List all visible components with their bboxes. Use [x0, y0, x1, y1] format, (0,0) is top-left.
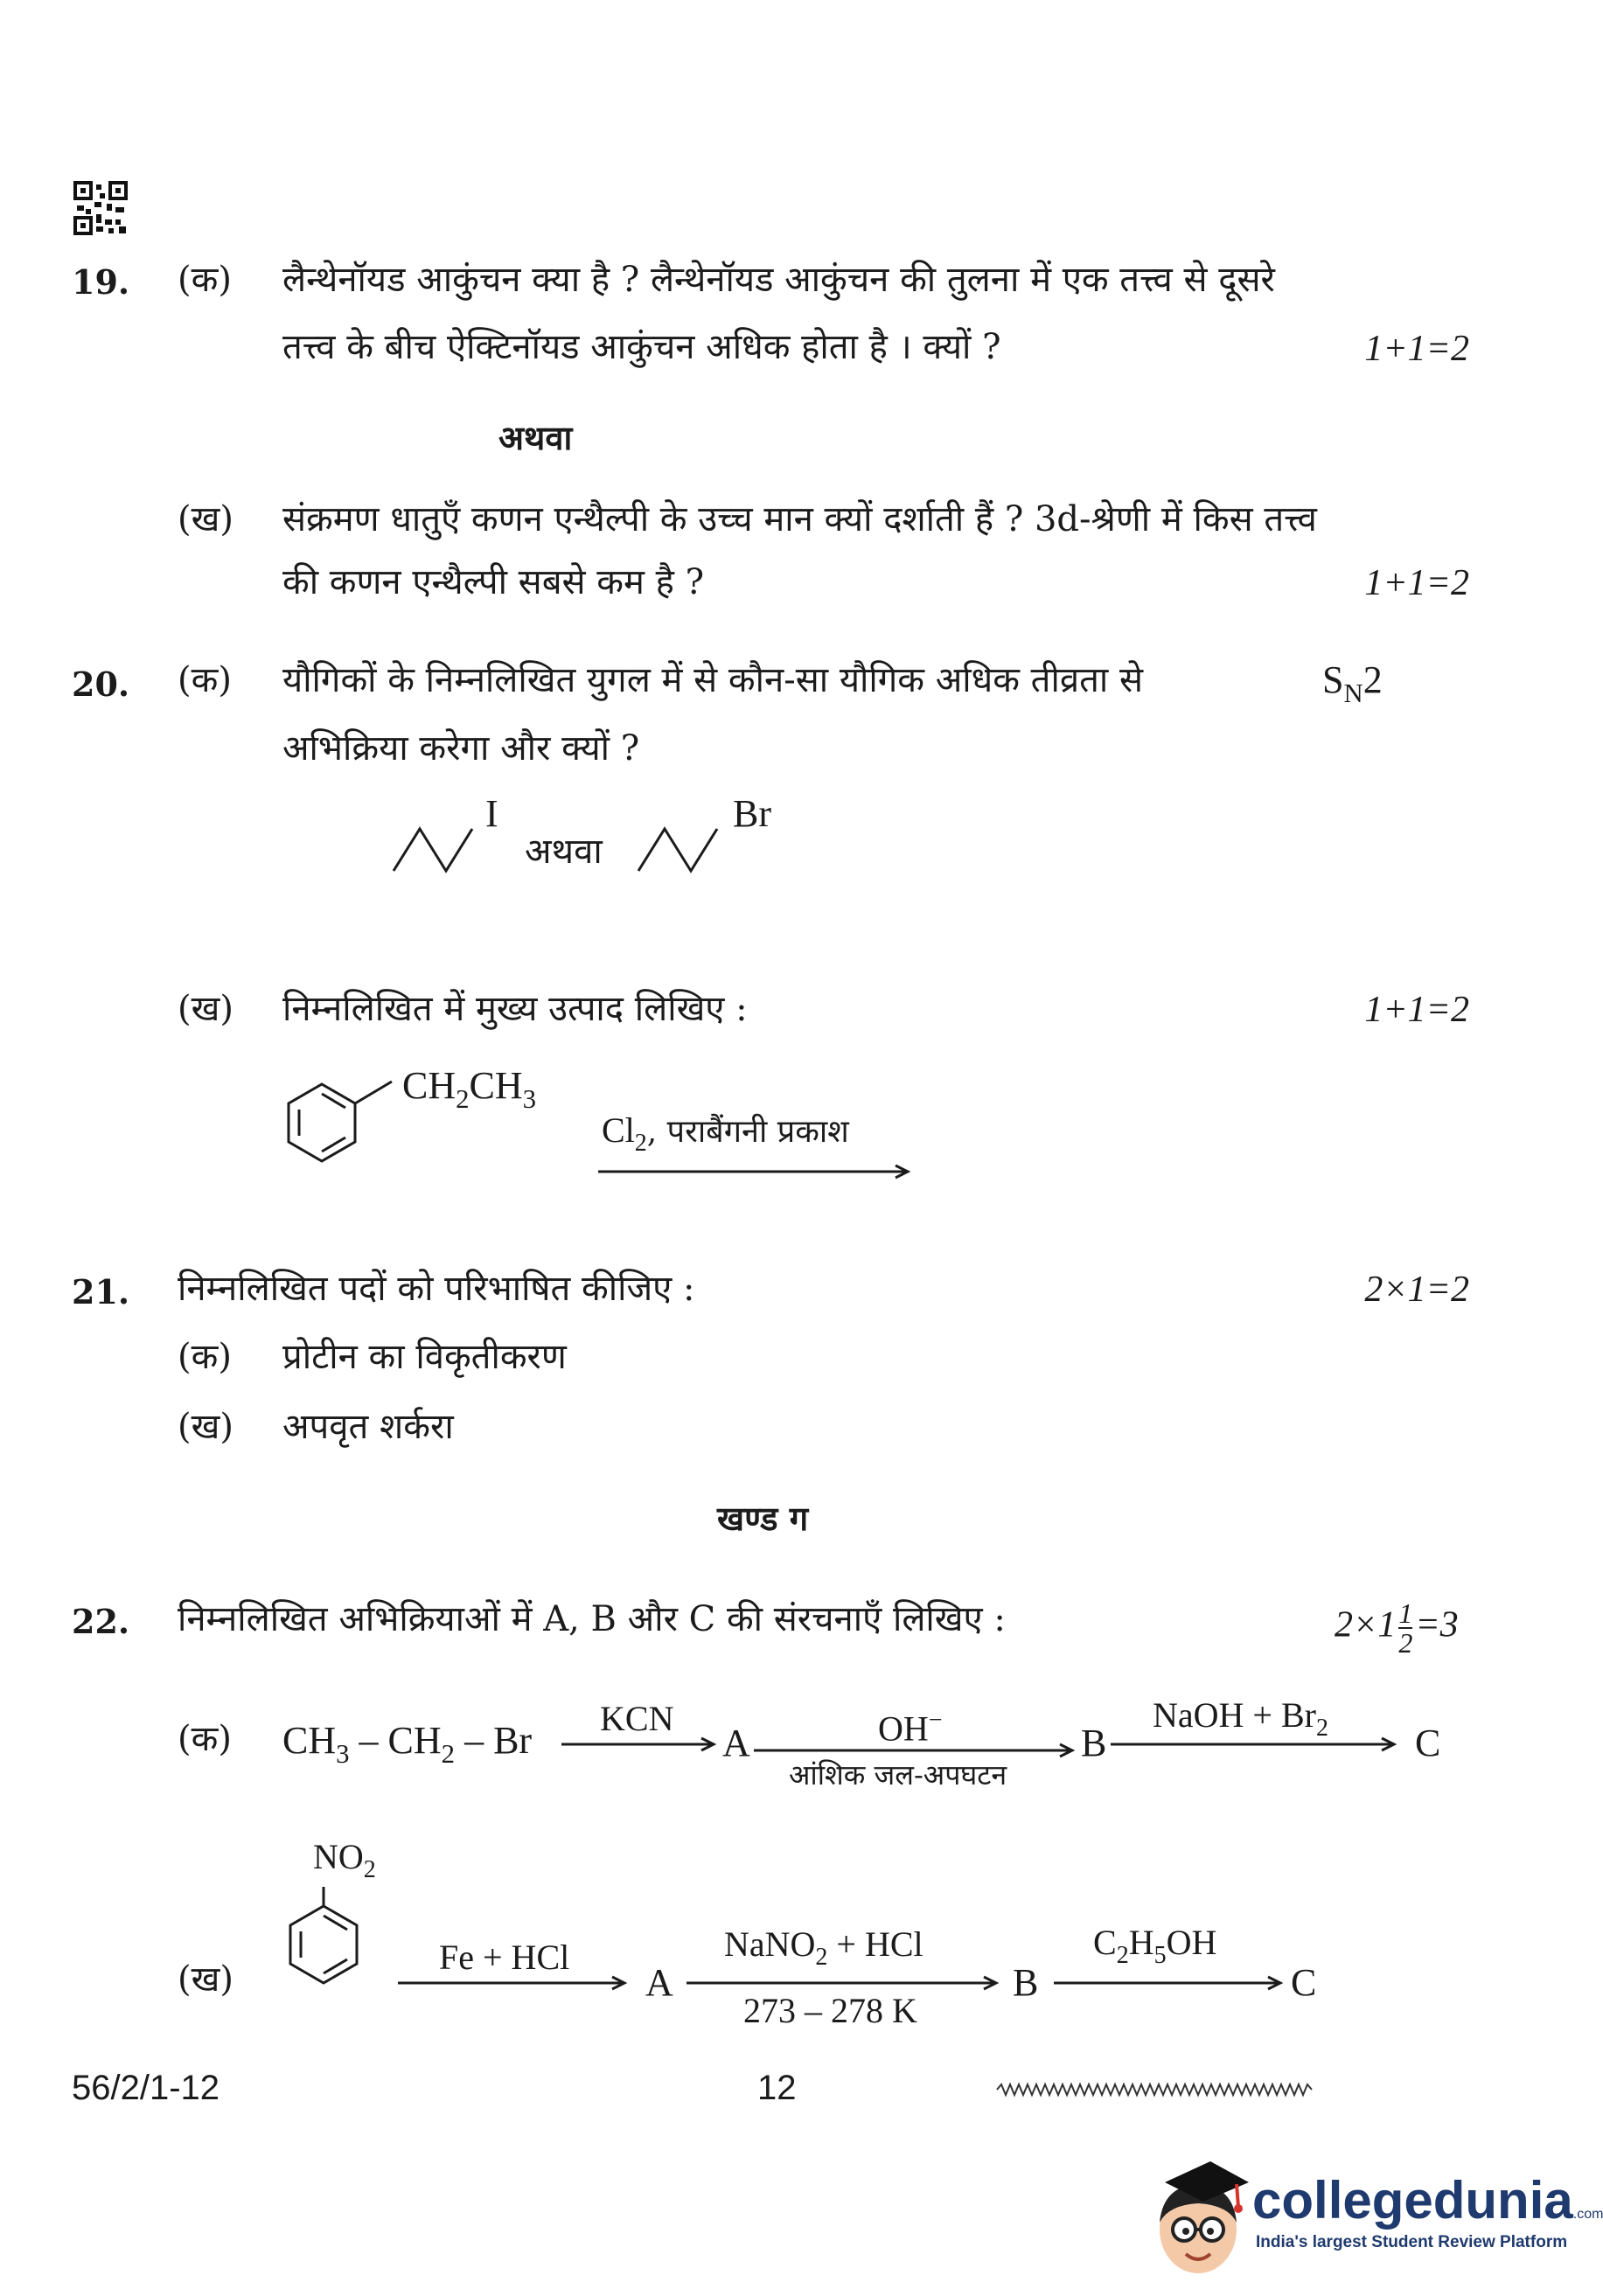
part-label: (क) [178, 1719, 232, 1759]
product-b: B [1013, 1961, 1039, 2004]
product-a: A [645, 1961, 673, 2004]
reaction-condition: 273 – 278 K [743, 1991, 917, 2030]
qr-code-icon [73, 181, 128, 235]
page-number: 12 [757, 2069, 797, 2107]
question-text: लैन्थेनॉयड आकुंचन क्या है ? लैन्थेनॉयड आकुंचन की तुलना में एक तत्त्व से दूसरे [282, 260, 1275, 300]
reagent-label: NaOH + $Br_2$ [1153, 1695, 1328, 1742]
question-text: निम्नलिखित अभिक्रियाओं में A, B और C की संरचनाएँ लिखिए : [178, 1599, 1006, 1639]
part-label: (क) [178, 260, 232, 300]
product-c: C [1291, 1961, 1317, 2004]
reaction-arrow [1054, 1974, 1286, 1992]
question-text: निम्नलिखित पदों को परिभाषित कीजिए : [178, 1269, 695, 1309]
brand-tagline: India's largest Student Review Platform [1256, 2233, 1568, 2251]
question-number: 22. [72, 1602, 130, 1641]
or-text: अथवा [525, 831, 603, 872]
product-b: B [1081, 1722, 1107, 1764]
reactant-ethyl-bromide: $CH_3 - CH_2$ – Br [282, 1719, 533, 1769]
marks: 2×1=2 [1364, 1270, 1469, 1310]
brand-name: collegedunia.com [1252, 2171, 1603, 2230]
marks: 1+1=2 [1364, 990, 1469, 1030]
question-text: की कणन एन्थैल्पी सबसे कम है ? [282, 562, 705, 602]
reaction-arrow [754, 1742, 1077, 1759]
part-label: (ख) [178, 1407, 233, 1447]
product-a: A [722, 1722, 750, 1764]
iodoalkane-structure [392, 822, 479, 874]
reagent-label: Fe + HCl [439, 1938, 570, 1977]
marks: 1+1=2 [1364, 329, 1469, 369]
section-heading: खण्ड ग [717, 1499, 809, 1538]
question-text: तत्त्व के बीच ऐक्टिनॉयड आकुंचन अधिक होता है । क्यों ? [282, 327, 1001, 367]
question-text: यौगिकों के निम्नलिखित युगल में से कौन-सा यौगिक अधिक तीव्रता से [282, 660, 1143, 700]
reagent-label: NaNO$_2$ + HCl [724, 1924, 923, 1971]
reaction-arrow [687, 1974, 1001, 1992]
sn2-label: $S_N2$ [1322, 658, 1383, 708]
ethyl-substituent: $CH_2CH_3$ [402, 1064, 537, 1114]
paper-code: 56/2/1-12 [72, 2069, 220, 2107]
product-c: C [1415, 1722, 1441, 1764]
reagent-label: OH− [878, 1707, 943, 1749]
or-heading: अथवा [498, 418, 573, 457]
question-text: अभिक्रिया करेगा और क्यों ? [282, 728, 640, 769]
question-text: प्रोटीन का विकृतीकरण [282, 1337, 567, 1377]
question-number: 20. [72, 664, 130, 704]
part-label: (ख) [178, 989, 233, 1029]
reaction-arrow [561, 1736, 719, 1753]
nitro-group: $NO_2$ [313, 1837, 376, 1883]
marks: 2×1 $\frac{1}{2}$ =3 [1335, 1597, 1459, 1659]
benzene-ring-structure [278, 1071, 409, 1185]
part-label: (क) [178, 1337, 232, 1377]
reaction-arrow [398, 1974, 630, 1992]
question-number: 21. [72, 1272, 130, 1312]
wavy-line-decoration [997, 2081, 1312, 2098]
marks: 1+1=2 [1364, 563, 1469, 603]
question-number: 19. [72, 262, 130, 302]
reagent-label: $Cl_2$, पराबैंगनी प्रकाश [602, 1110, 849, 1157]
bromine-label: Br [733, 792, 771, 835]
part-label: (ख) [178, 499, 233, 539]
reagent-label: $C_2H_5OH$ [1093, 1923, 1217, 1969]
part-label: (ख) [178, 1959, 233, 2000]
bromoalkane-structure [637, 822, 724, 874]
reaction-arrow [1111, 1736, 1399, 1753]
reagent-label: KCN [600, 1699, 674, 1738]
reaction-arrow [598, 1163, 913, 1180]
question-text: अपवृत शर्करा [282, 1407, 454, 1447]
nitrobenzene-structure [278, 1887, 374, 2000]
question-text: संक्रमण धातुएँ कणन एन्थैल्पी के उच्च मान क्यों दर्शाती हैं ? 3d-श्रेणी में किस तत्त्व [282, 499, 1317, 539]
iodine-label: I [485, 792, 498, 835]
reaction-condition: आंशिक जल-अपघटन [789, 1758, 1007, 1792]
question-text: निम्नलिखित में मुख्य उत्पाद लिखिए : [282, 989, 748, 1029]
mascot-logo-icon [1147, 2153, 1252, 2284]
part-label: (क) [178, 660, 232, 700]
